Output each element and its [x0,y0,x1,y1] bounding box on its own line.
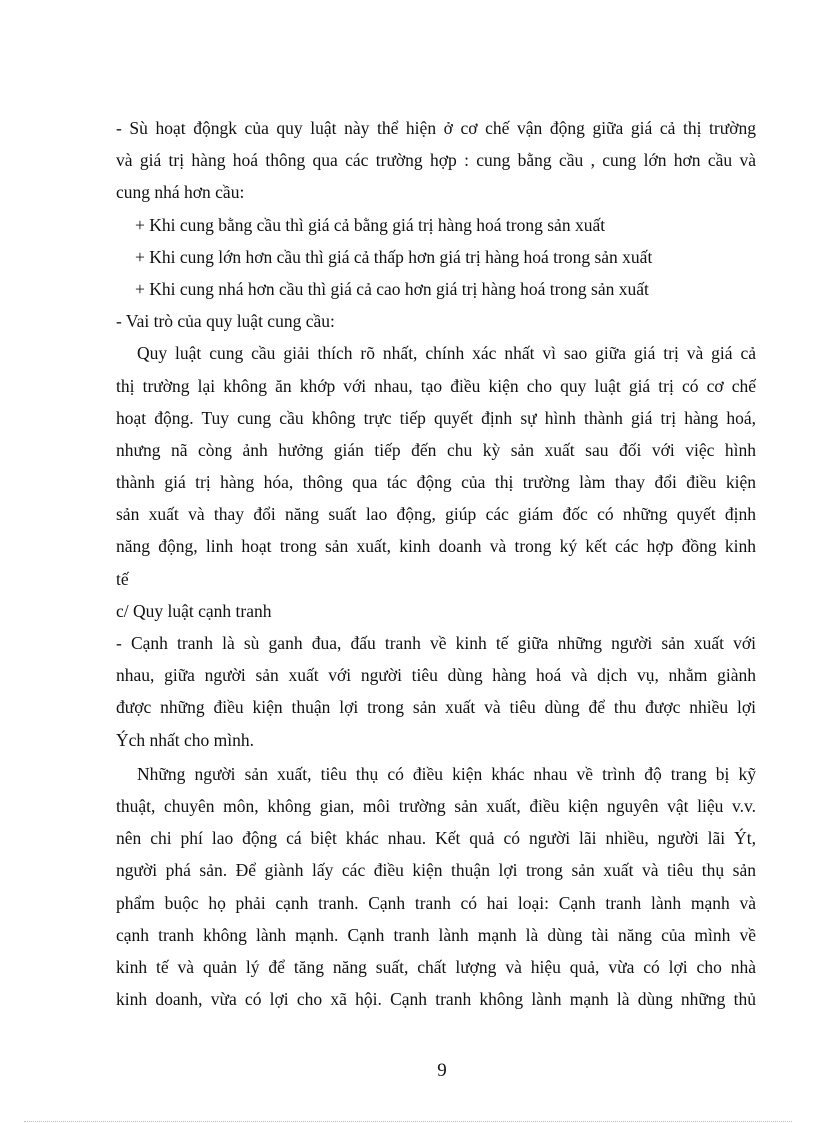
text-line: năng động, linh hoạt trong sản xuất, kinh doanh và trong ký kết các hợp đồng kinh [116,536,756,557]
text-line: kinh doanh, vừa có lợi cho xã hội. Cạnh tranh không lành mạnh là dùng những thủ [116,989,756,1010]
text-line: Ých nhất cho mình. [116,729,255,750]
page-number: 9 [437,1060,447,1081]
bullet-line: + Khi cung lớn hơn cầu thì giá cả thấp hơn giá trị hàng hoá trong sản xuất [135,246,653,267]
bullet-line: + Khi cung nhá hơn cầu thì giá cả cao hơn giá trị hàng hoá trong sản xuất [135,278,649,299]
text-line: phẩm buộc họ phải cạnh tranh. Cạnh tranh có hai loại: Cạnh tranh lành mạnh và [116,892,756,913]
text-line: nhưng nã còng ảnh hưởng gián tiếp đến chu kỳ sản xuất sau đối với việc hình [116,439,756,460]
text-line: thị trường lại không ăn khớp với nhau, tạo điều kiện cho quy luật giá trị có cơ chế [116,375,756,396]
text-line: sản xuất và thay đổi năng suất lao động, giúp các giám đốc có những quyết định [116,504,756,525]
text-line: người phá sản. Để giành lấy các điều kiện thuận lợi trong sản xuất và tiêu thụ sản [116,860,756,881]
page-bottom-divider [24,1121,792,1122]
text-line: Quy luật cung cầu giải thích rõ nhất, chính xác nhất vì sao giữa giá trị và giá cả [137,343,756,364]
text-line: Những người sản xuất, tiêu thụ có điều kiện khác nhau về trình độ trang bị kỹ [137,763,756,784]
text-line: tế [116,568,129,589]
text-line: nhau, giữa người sản xuất với người tiêu dùng hàng hoá và dịch vụ, nhằm giành [116,665,756,686]
text-line: - Cạnh tranh là sù ganh đua, đấu tranh về kinh tế giữa những người sản xuất với [116,633,756,653]
text-line: được những điều kiện thuận lợi trong sản xuất và tiêu dùng để thu được nhiều lợi [116,697,756,718]
text-line: cung nhá hơn cầu: [116,182,245,203]
bullet-line: + Khi cung bằng cầu thì giá cả bằng giá trị hàng hoá trong sản xuất [135,214,606,235]
text-line: thuật, chuyên môn, không gian, môi trường sản xuất, điều kiện nguyên vật liệu v.v. [116,795,756,816]
text-line: kinh tế và quản lý để tăng năng suất, chất lượng và hiệu quả, vừa có lợi cho nhà [116,956,756,977]
text-line: cạnh tranh không lành mạnh. Cạnh tranh lành mạnh là dùng tài năng của mình về [116,924,756,945]
text-line: thành giá trị hàng hóa, thông qua tác động của thị trường làm thay đổi điều kiện [116,472,756,493]
text-line: và giá trị hàng hoá thông qua các trường hợp : cung bằng cầu , cung lớn hơn cầu và [116,150,756,171]
text-line: - Sù hoạt độngk của quy luật này thể hiện ở cơ chế vận động giữa giá cả thị trường [116,118,756,138]
section-heading: c/ Quy luật cạnh tranh [116,600,272,621]
body-text [116,112,756,1015]
text-line: hoạt động. Tuy cung cầu không trực tiếp quyết định sự hình thành giá trị hàng hoá, [116,407,756,428]
section-heading: - Vai trò của quy luật cung cầu: [116,311,335,332]
text-line: nên chi phí lao động cá biệt khác nhau. Kết quả có người lãi nhiều, người lãi Ýt, [116,828,756,849]
